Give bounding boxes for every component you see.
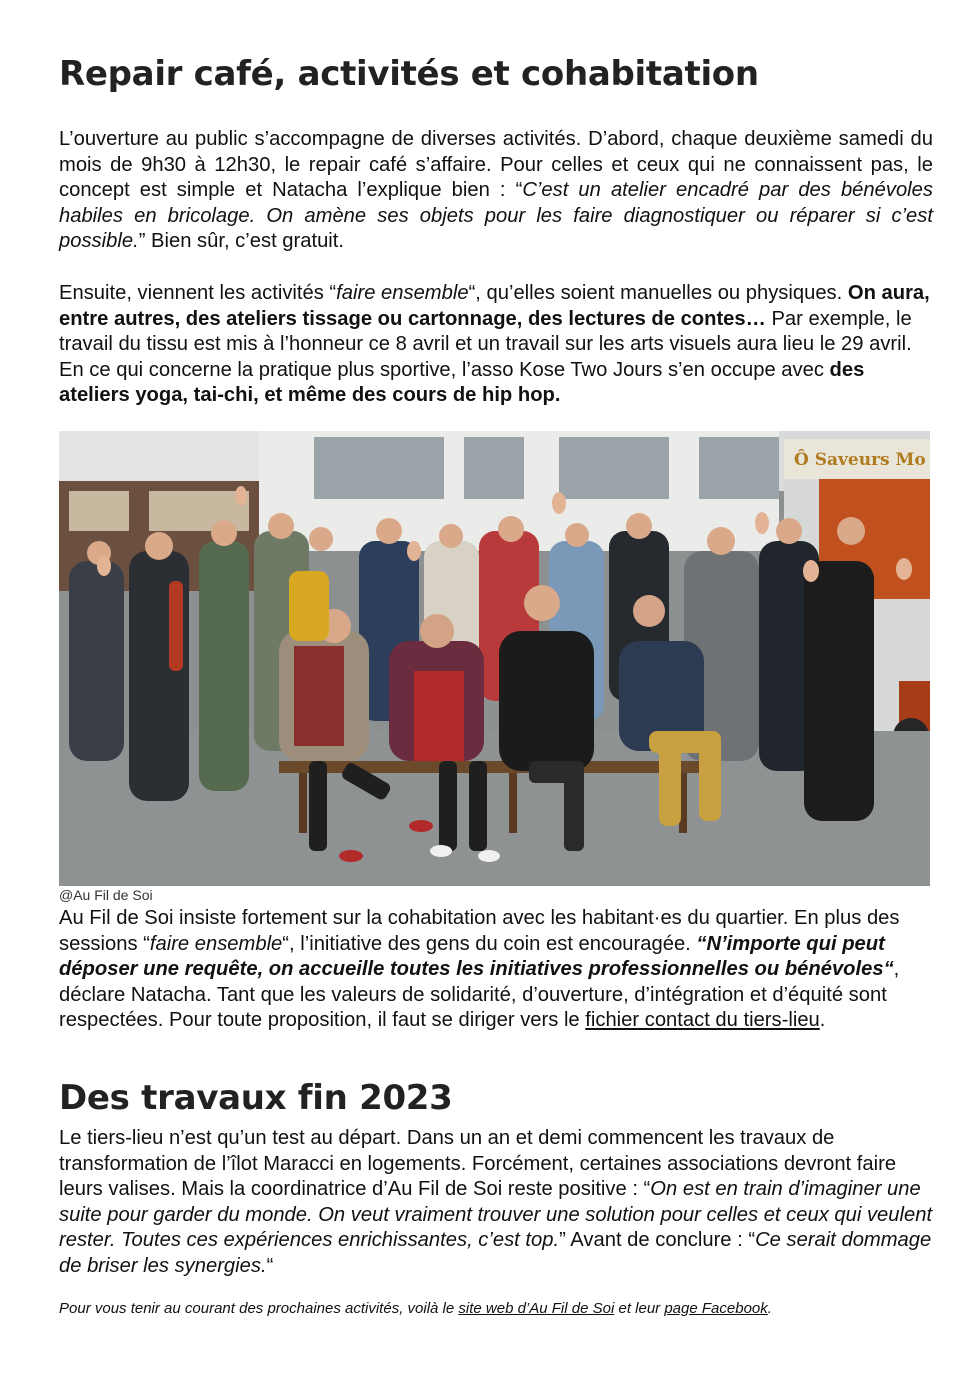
bold-sports: des ateliers yoga, tai-chi, et même des cours de hip hop.: [59, 358, 865, 406]
quote-natacha: C’est un atelier encadré par des bénévoles habiles en bricolage. On amène ses objets pour les faire diagnostiquer ou réparer si c’est possible.: [59, 179, 933, 252]
quote-coordinatrice: On est en train d’imaginer une suite pour garder du monde. On veut vraiment trouver une solution pour celles et ceux qui veulent rester. Toutes ces expériences enrichissantes, c’est top.: [59, 1178, 933, 1251]
paragraph-repair-cafe: [59, 127, 933, 255]
bold-workshops: On aura, entre autres, des ateliers tissage ou cartonnage, des lectures de contes…: [59, 282, 930, 330]
text-run: .: [767, 1300, 772, 1317]
quote-natacha-bold: “N’importe qui peut déposer une requête, on accueille toutes les initiatives professionnelles ou bénévoles“: [59, 932, 894, 980]
section-heading-travaux: Des travaux fin 2023: [59, 1078, 453, 1118]
text-run: .: [819, 1009, 826, 1031]
paragraph-travaux: [59, 1126, 933, 1279]
text-run: ” Bien sûr, c’est gratuit.: [138, 230, 345, 252]
text-run: “: [266, 1254, 274, 1277]
text-run: Pour vous tenir au courant des prochaines activités, voilà le: [59, 1300, 459, 1317]
food-truck-sign: Ô Saveurs Mo: [794, 450, 926, 470]
text-run: ” Avant de conclure : “: [559, 1229, 756, 1251]
website-link[interactable]: site web d’Au Fil de Soi: [458, 1300, 615, 1317]
text-run: Par exemple, le travail du tissu est mis à l’honneur ce 8 avril et un travail sur les arts visuels aura lieu le 29 avril. En ce qui concerne la pratique plus sportive, l’asso Kose Two Jours s’en occupe avec: [59, 307, 912, 381]
group-photo: [59, 431, 930, 886]
quote-faire-ensemble: faire ensemble: [149, 932, 283, 955]
paragraph-cohabitation: [59, 906, 933, 1034]
section-heading-repair-cafe: Repair café, activités et cohabitation: [59, 54, 759, 94]
text-run: “, l’initiative des gens du coin est encouragée.: [282, 932, 697, 955]
text-run: Ensuite, viennent les activités “: [59, 282, 337, 304]
quote-conclusion: Ce serait dommage de briser les synergies.: [59, 1229, 932, 1277]
paragraph-activities: [59, 281, 933, 409]
text-run: Au Fil de Soi insiste fortement sur la cohabitation avec les habitant·es du quartier. En plus des sessions “: [59, 907, 900, 955]
text-run: et leur: [614, 1300, 665, 1317]
text-run: , déclare Natacha. Tant que les valeurs de solidarité, d’ouverture, d’intégration et d’équité sont respectées. Pour toute proposition, il faut se diriger vers le: [59, 958, 900, 1031]
quote-faire-ensemble: faire ensemble: [336, 282, 469, 304]
contact-file-link[interactable]: fichier contact du tiers-lieu: [585, 1009, 820, 1031]
facebook-link[interactable]: page Facebook: [664, 1300, 768, 1317]
text-run: Le tiers-lieu n’est qu’un test au départ. Dans un an et demi commencent les travaux de transformation de l’îlot Maracci en logements. Forcément, certaines associations devront faire leurs valises. Mais la coordinatrice d’Au Fil de Soi reste positive : “: [59, 1127, 897, 1200]
photo-caption: @Au Fil de Soi: [59, 887, 153, 903]
footer-note: [59, 1300, 933, 1317]
text-run: “, qu’elles soient manuelles ou physiques.: [468, 282, 848, 304]
text-run: L’ouverture au public s’accompagne de diverses activités. D’abord, chaque deuxième samedi du mois de 9h30 à 12h30, le repair café s’affaire. Pour celles et ceux qui ne connaissent pas, le concept est simple et Natacha l’explique bien : “: [59, 128, 933, 201]
